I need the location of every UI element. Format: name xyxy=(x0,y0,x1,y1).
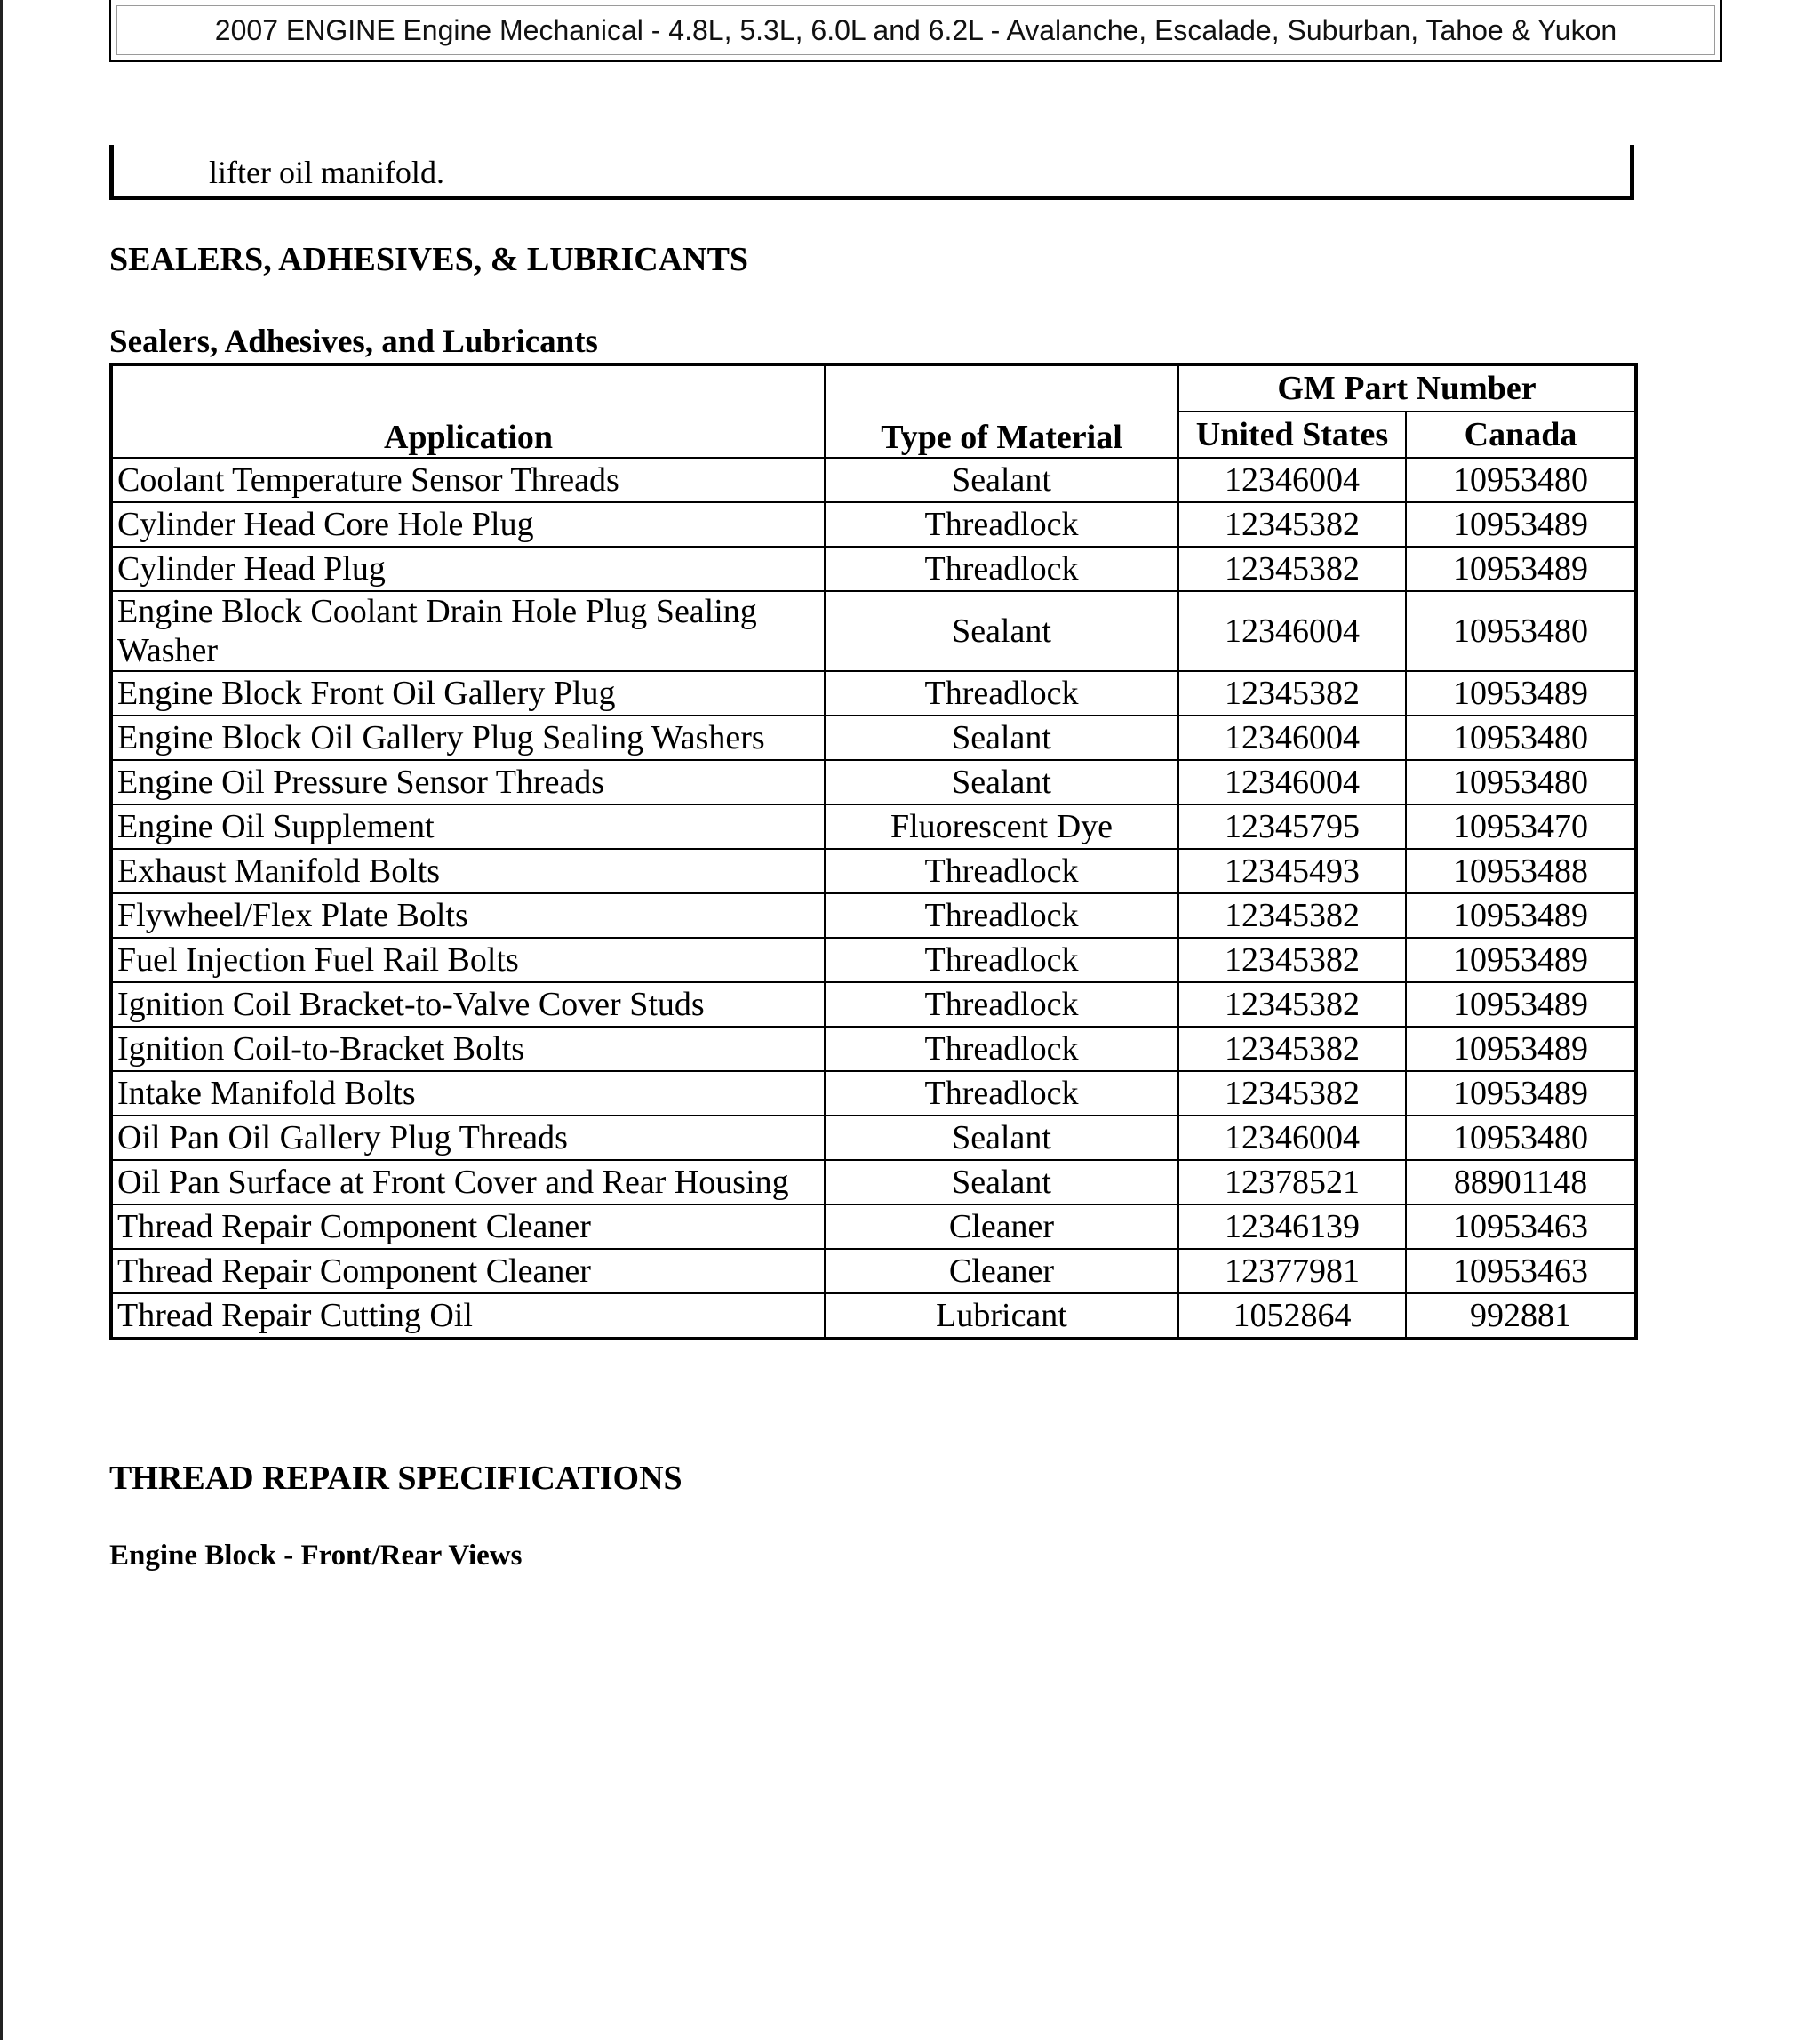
cell-canada-part: 10953489 xyxy=(1406,982,1636,1027)
cell-application: Engine Oil Supplement xyxy=(111,804,825,849)
cell-application: Engine Block Oil Gallery Plug Sealing Washers xyxy=(111,716,825,760)
cell-canada-part: 10953489 xyxy=(1406,1027,1636,1071)
table-row xyxy=(111,1249,1636,1293)
note-text: lifter oil manifold. xyxy=(209,155,444,190)
cell-us-part: 12346004 xyxy=(1178,760,1406,804)
cell-canada-part: 10953463 xyxy=(1406,1204,1636,1249)
table-row xyxy=(111,1160,1636,1204)
cell-material: Sealant xyxy=(825,760,1178,804)
cell-material: Threadlock xyxy=(825,938,1178,982)
table-row xyxy=(111,1204,1636,1249)
table-row xyxy=(111,502,1636,547)
cell-material: Cleaner xyxy=(825,1249,1178,1293)
cell-application: Cylinder Head Core Hole Plug xyxy=(111,502,825,547)
table-title: Sealers, Adhesives, and Lubricants xyxy=(109,324,598,360)
cell-material: Lubricant xyxy=(825,1293,1178,1339)
cell-canada-part: 10953489 xyxy=(1406,547,1636,591)
table-row xyxy=(111,1116,1636,1160)
table-row xyxy=(111,982,1636,1027)
cell-canada-part: 10953489 xyxy=(1406,1071,1636,1116)
cell-application: Ignition Coil-to-Bracket Bolts xyxy=(111,1027,825,1071)
cell-us-part: 12346004 xyxy=(1178,716,1406,760)
cell-material: Sealant xyxy=(825,591,1178,671)
cell-us-part: 12345382 xyxy=(1178,1071,1406,1116)
table-row xyxy=(111,591,1636,671)
cell-application: Intake Manifold Bolts xyxy=(111,1071,825,1116)
cell-application: Oil Pan Surface at Front Cover and Rear Housing xyxy=(111,1160,825,1204)
header-type-of-material: Type of Material xyxy=(825,364,1178,458)
cell-canada-part: 88901148 xyxy=(1406,1160,1636,1204)
cell-material: Cleaner xyxy=(825,1204,1178,1249)
cell-application: Engine Oil Pressure Sensor Threads xyxy=(111,760,825,804)
cell-canada-part: 10953463 xyxy=(1406,1249,1636,1293)
cell-us-part: 12345382 xyxy=(1178,671,1406,716)
cell-material: Sealant xyxy=(825,1160,1178,1204)
table-body xyxy=(111,458,1636,1339)
table-row xyxy=(111,458,1636,502)
cell-application: Flywheel/Flex Plate Bolts xyxy=(111,893,825,938)
cell-us-part: 12345382 xyxy=(1178,502,1406,547)
cell-application: Fuel Injection Fuel Rail Bolts xyxy=(111,938,825,982)
section-heading-sealers: SEALERS, ADHESIVES, & LUBRICANTS xyxy=(109,241,749,278)
sealers-table xyxy=(109,363,1638,1340)
cell-canada-part: 10953489 xyxy=(1406,893,1636,938)
cell-canada-part: 10953480 xyxy=(1406,591,1636,671)
cell-material: Sealant xyxy=(825,1116,1178,1160)
cell-canada-part: 992881 xyxy=(1406,1293,1636,1339)
cell-us-part: 12378521 xyxy=(1178,1160,1406,1204)
cell-material: Sealant xyxy=(825,458,1178,502)
cell-canada-part: 10953489 xyxy=(1406,671,1636,716)
cell-us-part: 12345382 xyxy=(1178,1027,1406,1071)
cell-material: Threadlock xyxy=(825,671,1178,716)
cell-application: Engine Block Front Oil Gallery Plug xyxy=(111,671,825,716)
cell-application: Engine Block Coolant Drain Hole Plug Sealing Washer xyxy=(111,591,825,671)
cell-us-part: 12345382 xyxy=(1178,893,1406,938)
cell-canada-part: 10953480 xyxy=(1406,760,1636,804)
page-header-title: 2007 ENGINE Engine Mechanical - 4.8L, 5.3L, 6.0L and 6.2L - Avalanche, Escalade, Suburban, Tahoe & Yukon xyxy=(116,5,1715,55)
header-united-states: United States xyxy=(1178,412,1406,458)
table-row xyxy=(111,716,1636,760)
cell-material: Sealant xyxy=(825,716,1178,760)
cell-us-part: 1052864 xyxy=(1178,1293,1406,1339)
cell-us-part: 12346004 xyxy=(1178,458,1406,502)
table-row xyxy=(111,938,1636,982)
page-left-border xyxy=(0,0,3,2040)
table-row xyxy=(111,671,1636,716)
cell-canada-part: 10953470 xyxy=(1406,804,1636,849)
header-application: Application xyxy=(111,364,825,458)
table-row xyxy=(111,893,1636,938)
cell-material: Threadlock xyxy=(825,502,1178,547)
cell-application: Exhaust Manifold Bolts xyxy=(111,849,825,893)
table-row xyxy=(111,760,1636,804)
cell-application: Oil Pan Oil Gallery Plug Threads xyxy=(111,1116,825,1160)
cell-us-part: 12346139 xyxy=(1178,1204,1406,1249)
table-row xyxy=(111,1071,1636,1116)
cell-material: Threadlock xyxy=(825,1071,1178,1116)
cell-canada-part: 10953480 xyxy=(1406,1116,1636,1160)
page-header xyxy=(109,0,1722,62)
cell-application: Ignition Coil Bracket-to-Valve Cover Studs xyxy=(111,982,825,1027)
cell-canada-part: 10953489 xyxy=(1406,938,1636,982)
cell-application: Cylinder Head Plug xyxy=(111,547,825,591)
header-canada: Canada xyxy=(1406,412,1636,458)
cell-application: Thread Repair Component Cleaner xyxy=(111,1204,825,1249)
cell-canada-part: 10953480 xyxy=(1406,458,1636,502)
cell-canada-part: 10953480 xyxy=(1406,716,1636,760)
cell-us-part: 12345382 xyxy=(1178,982,1406,1027)
table-row xyxy=(111,849,1636,893)
cell-us-part: 12346004 xyxy=(1178,591,1406,671)
section-heading-thread-repair: THREAD REPAIR SPECIFICATIONS xyxy=(109,1460,682,1497)
cell-material: Threadlock xyxy=(825,547,1178,591)
header-gm-part-number: GM Part Number xyxy=(1178,364,1636,412)
cell-us-part: 12377981 xyxy=(1178,1249,1406,1293)
cell-application: Thread Repair Cutting Oil xyxy=(111,1293,825,1339)
note-box xyxy=(109,145,1634,200)
cell-us-part: 12345493 xyxy=(1178,849,1406,893)
table-row xyxy=(111,547,1636,591)
subsection-heading-engine-block-views: Engine Block - Front/Rear Views xyxy=(109,1540,523,1572)
cell-application: Thread Repair Component Cleaner xyxy=(111,1249,825,1293)
cell-material: Threadlock xyxy=(825,849,1178,893)
cell-material: Threadlock xyxy=(825,982,1178,1027)
cell-us-part: 12345382 xyxy=(1178,547,1406,591)
cell-us-part: 12346004 xyxy=(1178,1116,1406,1160)
cell-us-part: 12345382 xyxy=(1178,938,1406,982)
cell-material: Threadlock xyxy=(825,1027,1178,1071)
table-row xyxy=(111,1293,1636,1339)
cell-canada-part: 10953488 xyxy=(1406,849,1636,893)
cell-us-part: 12345795 xyxy=(1178,804,1406,849)
table-row xyxy=(111,804,1636,849)
cell-canada-part: 10953489 xyxy=(1406,502,1636,547)
cell-application: Coolant Temperature Sensor Threads xyxy=(111,458,825,502)
cell-material: Fluorescent Dye xyxy=(825,804,1178,849)
table-row xyxy=(111,1027,1636,1071)
cell-material: Threadlock xyxy=(825,893,1178,938)
